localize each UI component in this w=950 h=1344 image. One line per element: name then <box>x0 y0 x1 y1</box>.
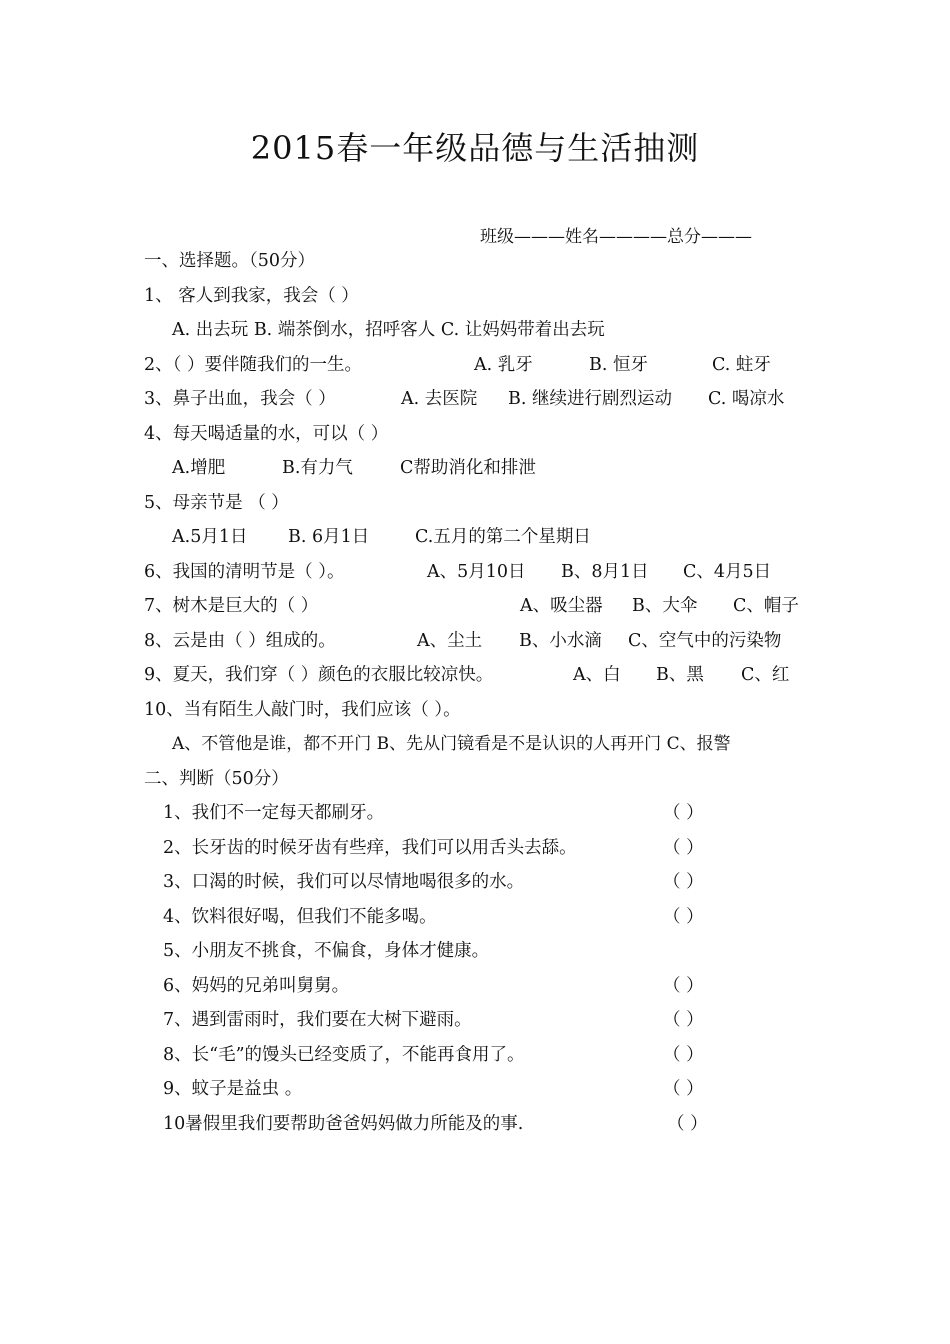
question-2-option-a: A. 乳牙 <box>474 355 533 375</box>
page-title: 2015春一年级品德与生活抽测 <box>250 129 700 167</box>
question-6-option-b: B、8月1日 <box>561 562 649 582</box>
judgement-item-5: 5、小朋友不挑食，不偏食，身体才健康。 <box>163 941 490 961</box>
question-6-stem: 6、我国的清明节是（ ）。 <box>144 562 345 582</box>
question-7-option-b: B、大伞 <box>632 596 698 616</box>
judgement-item-4: 4、饮料很好喝，但我们不能多喝。 <box>163 907 437 927</box>
judgement-item-2: 2、长牙齿的时候牙齿有些痒，我们可以用舌头去舔。 <box>163 838 577 858</box>
student-info-fields: 班级———姓名————总分——— <box>480 227 752 247</box>
answer-blank: （ ） <box>667 1114 708 1134</box>
question-10-options: A、不管他是谁，都不开门 B、先从门镜看是不是认识的人再开门 C、报警 <box>172 734 731 754</box>
answer-blank: （ ） <box>663 976 704 996</box>
question-3-stem: 3、鼻子出血，我会（ ） <box>144 389 336 409</box>
question-7-option-c: C、帽子 <box>733 596 799 616</box>
question-5-option-a: A.5月1日 <box>172 527 248 547</box>
judgement-item-8: 8、长“毛”的馒头已经变质了，不能再食用了。 <box>163 1045 525 1065</box>
question-8-option-c: C、空气中的污染物 <box>628 631 782 651</box>
answer-blank: （ ） <box>663 907 704 927</box>
question-9-option-a: A、白 <box>573 665 621 685</box>
judgement-item-3: 3、口渴的时候，我们可以尽情地喝很多的水。 <box>163 872 525 892</box>
section-heading-choice: 一、选择题。（50分） <box>144 251 316 271</box>
question-9-option-b: B、黑 <box>656 665 704 685</box>
question-5-stem: 5、母亲节是 （ ） <box>144 493 289 513</box>
question-4-option-c: C帮助消化和排泄 <box>400 458 536 478</box>
question-7-stem: 7、树木是巨大的（ ） <box>144 596 319 616</box>
question-4-stem: 4、每天喝适量的水，可以（ ） <box>144 424 389 444</box>
question-3-option-c: C. 喝凉水 <box>708 389 785 409</box>
question-2-option-c: C. 蛀牙 <box>712 355 771 375</box>
question-9-stem: 9、夏天，我们穿（ ）颜色的衣服比较凉快。 <box>144 665 494 685</box>
question-8-option-b: B、小水滴 <box>519 631 602 651</box>
question-9-option-c: C、红 <box>741 665 790 685</box>
question-4-option-a: A.增肥 <box>172 458 226 478</box>
answer-blank: （ ） <box>663 838 704 858</box>
answer-blank: （ ） <box>663 1010 704 1030</box>
question-8-option-a: A、尘土 <box>417 631 483 651</box>
question-4-option-b: B.有力气 <box>282 458 353 478</box>
judgement-item-10: 10暑假里我们要帮助爸爸妈妈做力所能及的事. <box>163 1114 524 1134</box>
answer-blank: （ ） <box>663 803 704 823</box>
question-1-options: A. 出去玩 B. 端茶倒水，招呼客人 C. 让妈妈带着出去玩 <box>172 320 605 340</box>
section-heading-judgement: 二、判断（50分） <box>144 769 289 789</box>
question-5-option-c: C.五月的第二个星期日 <box>415 527 591 547</box>
answer-blank: （ ） <box>663 872 704 892</box>
question-6-option-a: A、5月10日 <box>427 562 526 582</box>
question-3-option-b: B. 继续进行剧烈运动 <box>508 389 672 409</box>
question-2-stem: 2、（ ）要伴随我们的一生。 <box>144 355 362 375</box>
question-7-option-a: A、吸尘器 <box>520 596 603 616</box>
judgement-item-1: 1、我们不一定每天都刷牙。 <box>163 803 385 823</box>
judgement-item-9: 9、蚊子是益虫 。 <box>163 1079 303 1099</box>
question-5-option-b: B. 6月1日 <box>288 527 370 547</box>
judgement-item-6: 6、妈妈的兄弟叫舅舅。 <box>163 976 350 996</box>
question-1-stem: 1、 客人到我家，我会（ ） <box>144 286 359 306</box>
judgement-item-7: 7、遇到雷雨时，我们要在大树下避雨。 <box>163 1010 472 1030</box>
question-3-option-a: A. 去医院 <box>401 389 478 409</box>
answer-blank: （ ） <box>663 1045 704 1065</box>
answer-blank: （ ） <box>663 1079 704 1099</box>
question-2-option-b: B. 恒牙 <box>589 355 648 375</box>
question-10-stem: 10、当有陌生人敲门时，我们应该（ ）。 <box>144 700 461 720</box>
question-6-option-c: C、4月5日 <box>683 562 772 582</box>
question-8-stem: 8、云是由（ ）组成的。 <box>144 631 336 651</box>
